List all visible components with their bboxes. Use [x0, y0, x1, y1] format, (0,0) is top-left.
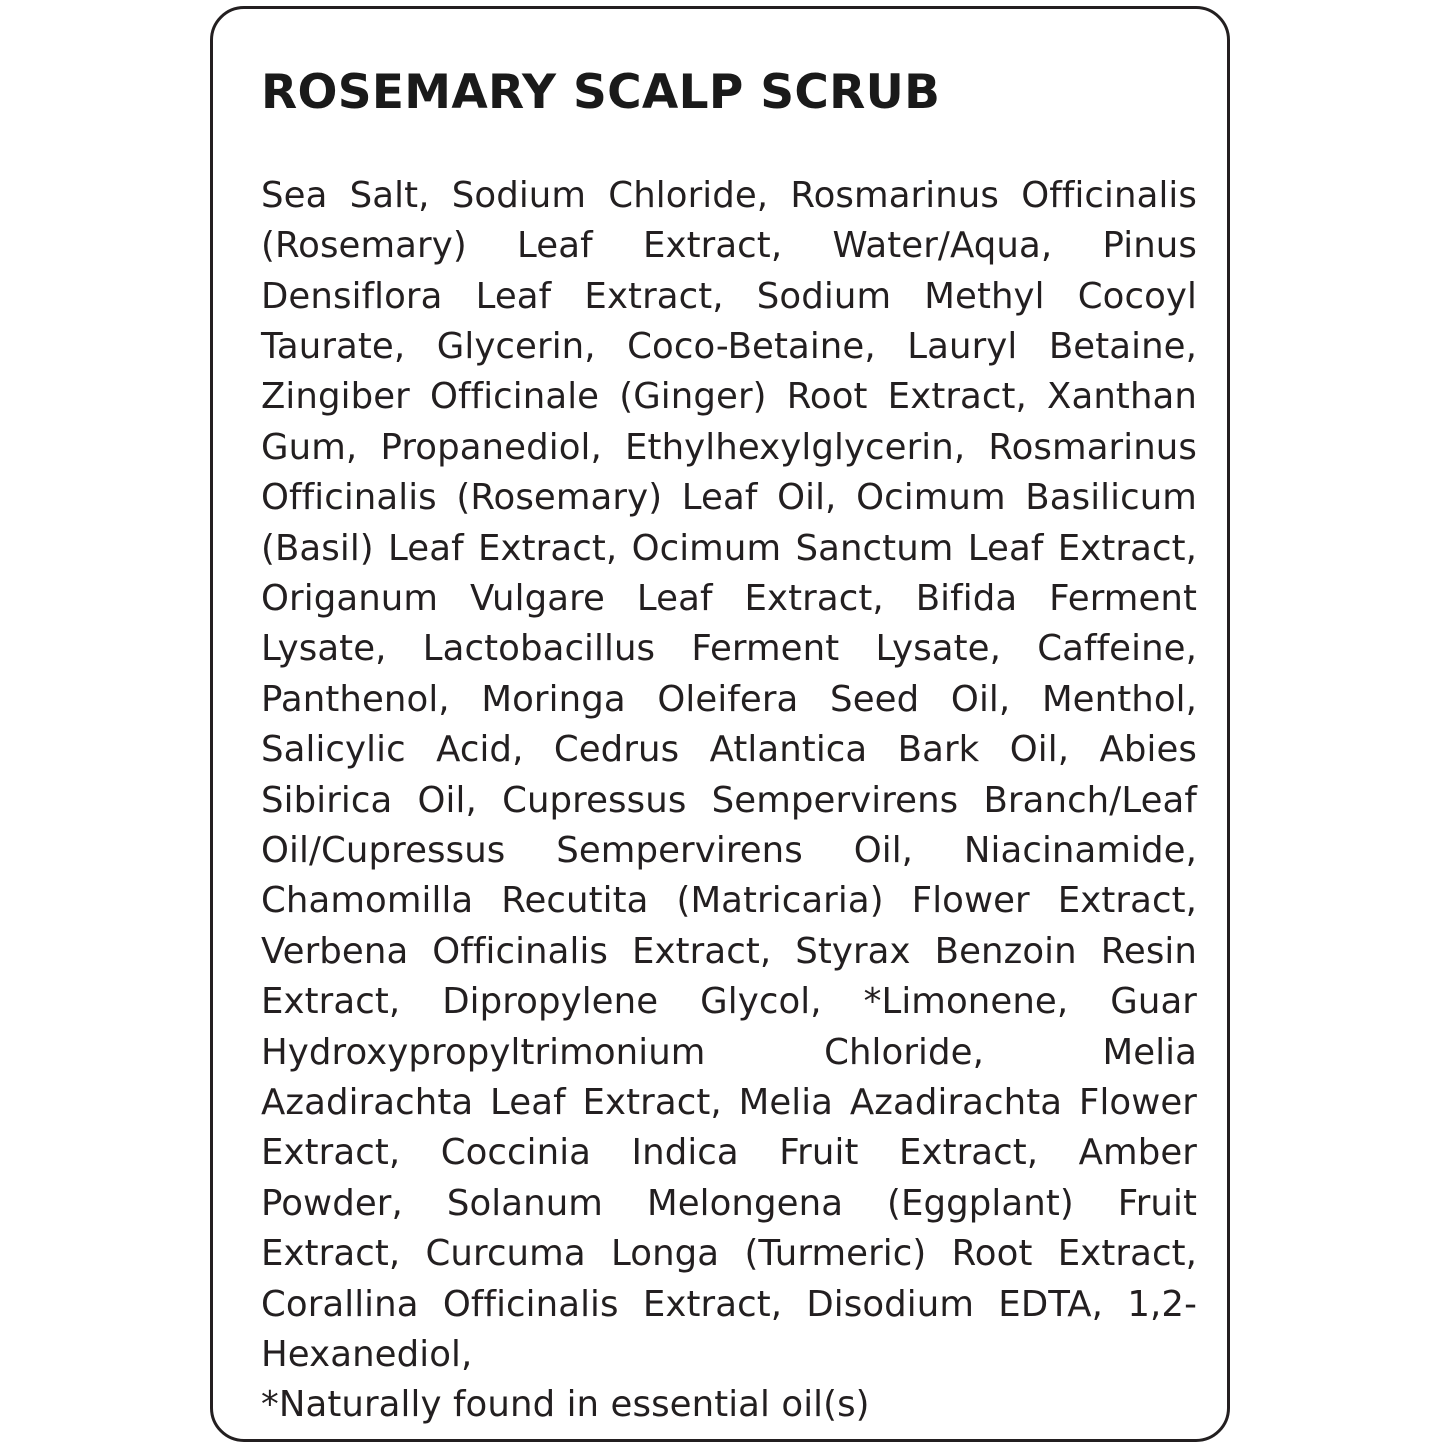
ingredients-list: Sea Salt, Sodium Chloride, Rosmarinus Officinalis (Rosemary) Leaf Extract, Water/Aqua, Pinus Densiflora Leaf Extract, Sodium Methyl Cocoyl Taurate, Glycerin, Coco-Betaine, Lauryl Betaine, Zingiber Officinale (Ginger) Root Extract, Xanthan Gum, Propanediol, Ethylhexylglycerin, Rosmarinus Officinalis (Rosemary) Leaf Oil, Ocimum Basilicum (Basil) Leaf Extract, Ocimum Sanctum Leaf Extract, Origanum Vulgare Leaf Extract, Bifida Ferment Lysate, Lactobacillus Ferment Lysate, Caffeine, Panthenol, Moringa Oleifera Seed Oil, Menthol, Salicylic Acid, Cedrus Atlantica Bark Oil, Abies Sibirica Oil, Cupressus Sempervirens Branch/Leaf Oil/Cupressus Sempervirens Oil, Niacinamide, Chamomilla Recutita (Matricaria) Flower Extract, Verbena Officinalis Extract, Styrax Benzoin Resin Extract, Dipropylene Glycol, *Limonene, Guar Hydroxypropyltrimonium Chloride, Melia Azadirachta Leaf Extract, Melia Azadirachta Flower Extract, Coccinia Indica Fruit Extract, Amber Powder, Solanum Melongena (Eggplant) Fruit Extract, Curcuma Longa (Turmeric) Root Extract, Corallina Officinalis Extract, Disodium EDTA, 1,2-Hexanediol,: [261, 174, 1197, 1376]
ingredients-footnote: *Naturally found in essential oil(s): [261, 1384, 870, 1426]
page-title: ROSEMARY SCALP SCRUB: [261, 65, 941, 120]
product-label-card: [210, 6, 1230, 1442]
label-content: [261, 67, 1201, 1431]
